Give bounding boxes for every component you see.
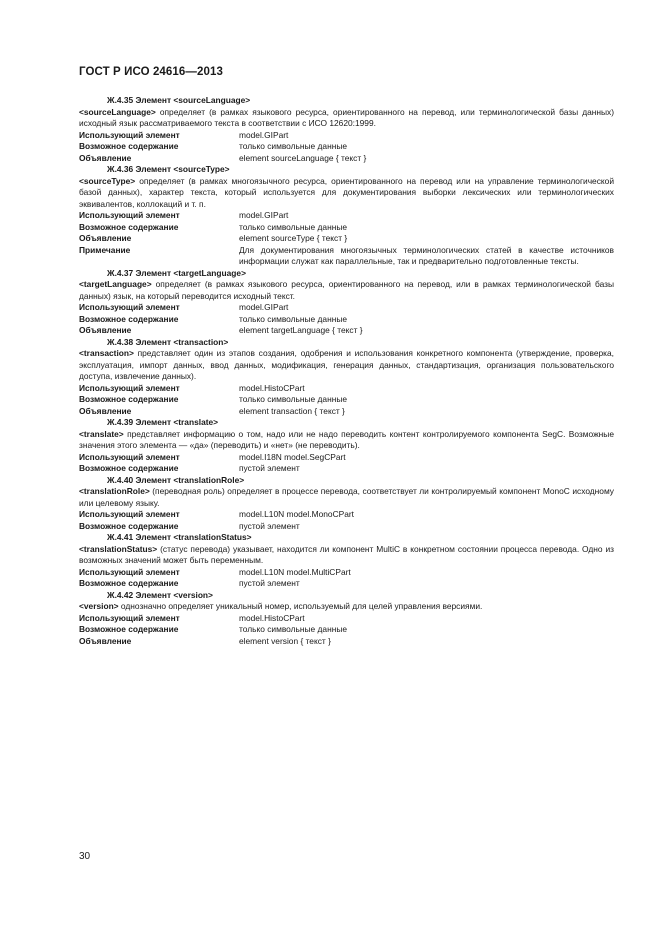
definition-text: однозначно определяет уникальный номер, используемый для целей управления версиями. <box>118 601 483 611</box>
field-row <box>79 624 614 636</box>
field-label: Использующий элемент <box>79 566 180 577</box>
note-row <box>79 245 614 268</box>
element-term: <targetLanguage> <box>79 279 152 289</box>
field-row <box>79 636 614 648</box>
definition-text: определяет (в рамках языкового ресурса, ориентированного на перевод, или в рамках терминологической базы данных) язык, на который переводится исходный текст. <box>79 279 614 301</box>
document-body <box>79 95 614 647</box>
field-value: Для документирования многоязычных терминологических статей в качестве источников информации служат как параллельные, так и предварительно подготовленные тексты. <box>239 244 614 266</box>
field-value: model.I18N model.SegCPart <box>239 451 346 462</box>
field-label: Использующий элемент <box>79 509 180 519</box>
field-value: только символьные данные <box>239 221 348 232</box>
field-label: Использующий элемент <box>79 612 180 623</box>
field-row <box>79 302 614 314</box>
element-term: <translate> <box>79 428 124 439</box>
section-definition <box>79 107 614 130</box>
field-value: только символьные данные <box>239 141 348 151</box>
field-row <box>79 153 614 165</box>
section-definition <box>79 348 614 383</box>
field-label: Возможное содержание <box>79 394 179 404</box>
field-value: model.L10N model.MultiCPart <box>239 566 351 577</box>
section-definition <box>79 544 614 567</box>
field-row <box>79 210 614 222</box>
element-term: <sourceLanguage> <box>79 106 156 117</box>
field-row <box>79 141 614 153</box>
section-heading: Ж.4.42 Элемент <version> <box>107 589 213 600</box>
field-value: element sourceLanguage { текст } <box>239 152 367 163</box>
field-label: Возможное содержание <box>79 463 179 473</box>
element-term: <version> <box>79 601 119 611</box>
field-value: model.GIPart <box>239 302 289 312</box>
definition-text: определяет (в рамках многоязычного ресурса, ориентированного на перевод или на управление терминологической базой данных), характер текста, который используется для документирования выборки лексических или терминологических эквивалентов, коллокаций и т. п. <box>79 175 614 209</box>
field-row <box>79 222 614 234</box>
definition-text: (статус перевода) указывает, находится ли компонент MultiC в конкретном состоянии процесса перевода. Одно из возможных значений может быть переменным. <box>79 543 614 565</box>
field-label: Возможное содержание <box>79 141 179 151</box>
element-term: <translationStatus> <box>79 543 158 554</box>
element-term: <sourceType> <box>79 175 136 186</box>
page-number: 30 <box>79 851 91 862</box>
field-row <box>79 578 614 590</box>
section-definition <box>79 279 614 302</box>
field-label: Примечание <box>79 244 131 255</box>
definition-text: определяет (в рамках языкового ресурса, ориентированного на перевод, или терминологической базы данных) исходный язык рассматриваемого текста в соответствии с ИСО 12620:1999. <box>79 106 614 128</box>
definition-text: (переводная роль) определяет в процессе перевода, соответствует ли контролируемый компонент MonoC исходному или целевому языку. <box>79 486 614 508</box>
field-row <box>79 406 614 418</box>
field-value: model.L10N model.MonoCPart <box>239 509 354 519</box>
section-definition <box>79 176 614 211</box>
field-value: element transaction { текст } <box>239 405 345 416</box>
field-label: Объявление <box>79 405 132 416</box>
field-value: только символьные данные <box>239 624 348 634</box>
field-row <box>79 567 614 579</box>
section-heading: Ж.4.36 Элемент <sourceType> <box>107 164 230 174</box>
field-label: Использующий элемент <box>79 451 180 462</box>
definition-text: представляет один из этапов создания, одобрения и использования конкретного компонента (утверждение, проверка, эксплуатация, импорт данных, ввод данных, модификация, генерация данных, стандартизация, организация пользовательского доступа, извлечение данных). <box>79 348 614 381</box>
field-value: пустой элемент <box>239 463 300 473</box>
field-label: Объявление <box>79 635 132 646</box>
section-heading: Ж.4.37 Элемент <targetLanguage> <box>107 267 246 278</box>
section-heading: Ж.4.38 Элемент <transaction> <box>107 336 229 347</box>
field-value: element targetLanguage { текст } <box>239 325 363 335</box>
field-value: только символьные данные <box>239 313 348 324</box>
section-heading: Ж.4.41 Элемент <translationStatus> <box>107 532 252 542</box>
section-definition <box>79 486 614 509</box>
field-label: Возможное содержание <box>79 578 179 588</box>
field-row <box>79 383 614 395</box>
field-label: Возможное содержание <box>79 520 179 531</box>
field-row <box>79 314 614 326</box>
field-row <box>79 613 614 625</box>
field-row <box>79 463 614 475</box>
definition-text: представляет информацию о том, надо или не надо переводить контент контролируемого компонента SegC. Возможные значения этого элемента — «да» (переводить) и «нет» (не переводить). <box>79 428 614 450</box>
field-label: Объявление <box>79 233 132 243</box>
section-heading: Ж.4.35 Элемент <sourceLanguage> <box>107 95 251 105</box>
field-label: Использующий элемент <box>79 210 180 220</box>
section-heading: Ж.4.39 Элемент <translate> <box>107 417 219 427</box>
section-definition <box>79 601 614 613</box>
element-term: <translationRole> <box>79 486 150 496</box>
field-value: пустой элемент <box>239 520 300 531</box>
section-heading: Ж.4.40 Элемент <translationRole> <box>107 474 245 485</box>
field-row <box>79 521 614 533</box>
field-value: model.GIPart <box>239 210 289 220</box>
field-value: только символьные данные <box>239 394 348 404</box>
document-header: ГОСТ Р ИСО 24616—2013 <box>79 66 224 78</box>
element-term: <transaction> <box>79 348 134 358</box>
field-value: пустой элемент <box>239 578 300 588</box>
field-value: element sourceType { текст } <box>239 233 348 243</box>
field-label: Возможное содержание <box>79 313 179 324</box>
field-row <box>79 233 614 245</box>
field-row <box>79 325 614 337</box>
field-row <box>79 130 614 142</box>
field-value: model.HistoCPart <box>239 612 305 623</box>
field-row <box>79 452 614 464</box>
field-label: Использующий элемент <box>79 302 180 312</box>
field-label: Возможное содержание <box>79 221 179 232</box>
field-row <box>79 509 614 521</box>
field-label: Использующий элемент <box>79 129 180 140</box>
field-value: model.GIPart <box>239 129 289 140</box>
field-label: Использующий элемент <box>79 382 180 393</box>
field-label: Возможное содержание <box>79 624 179 634</box>
field-value: model.HistoCPart <box>239 382 305 393</box>
field-value: element version { текст } <box>239 635 331 646</box>
field-label: Объявление <box>79 325 132 335</box>
field-label: Объявление <box>79 152 132 163</box>
section-definition <box>79 429 614 452</box>
field-row <box>79 394 614 406</box>
